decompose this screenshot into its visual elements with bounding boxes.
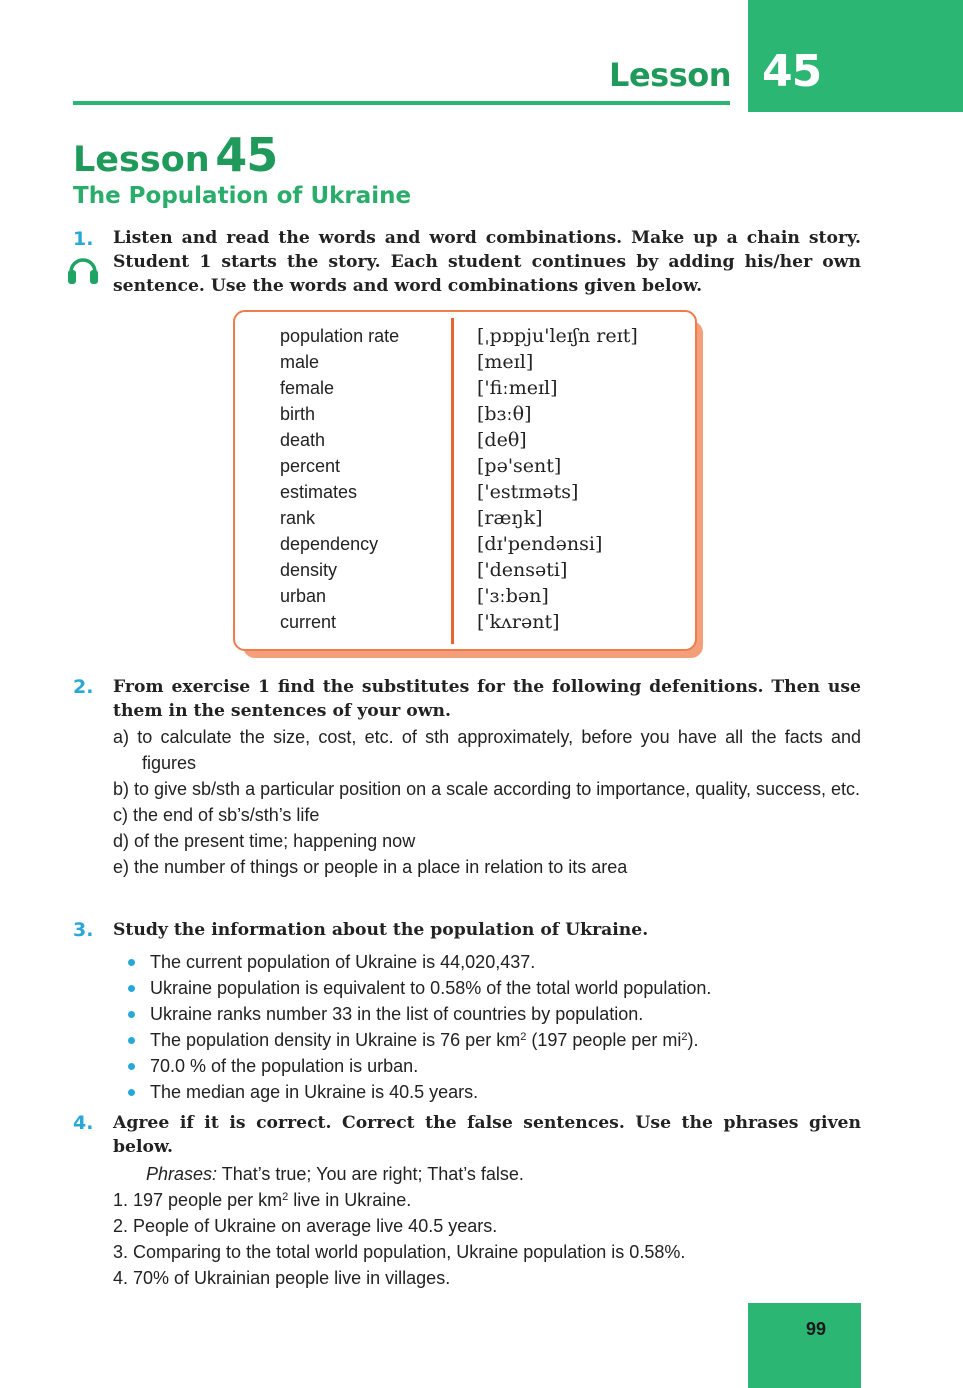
bullet-icon — [128, 1089, 135, 1096]
exercise-2-number: 2. — [73, 676, 94, 698]
superscript: 2 — [282, 1191, 289, 1203]
definition-item: a) to calculate the size, cost, etc. of sth approximately, before you have all the facts and figures — [113, 727, 861, 773]
vocab-word: birth — [280, 404, 316, 424]
vocab-word: current — [280, 612, 337, 632]
headphones-icon[interactable] — [67, 254, 99, 286]
vocab-transcription: ['estɪməts] — [477, 481, 579, 503]
superscript: 2 — [520, 1031, 527, 1043]
sentence-text: live in Ukraine. — [288, 1190, 412, 1210]
fact-text: The current population of Ukraine is 44,020,437. — [150, 952, 536, 972]
exercise-4-sentences — [113, 1187, 685, 1291]
exercise-1-number: 1. — [73, 228, 94, 250]
exercise-3-facts — [127, 949, 861, 1105]
vocab-word: dependency — [280, 534, 379, 554]
vocab-transcription: ['densəti] — [477, 559, 568, 581]
header-rule — [73, 101, 730, 105]
vocabulary-divider — [451, 318, 454, 644]
definition-item: c) the end of sb’s/sth’s life — [113, 805, 320, 825]
lesson-subtitle: The Population of Ukraine — [73, 183, 412, 209]
sentence-item — [113, 1187, 685, 1213]
vocab-word: estimates — [280, 482, 358, 502]
vocab-word: female — [280, 378, 335, 398]
header-lesson-number: 45 — [762, 46, 822, 97]
fact-text: Ukraine population is equivalent to 0.58% of the total world population. — [150, 978, 712, 998]
bullet-icon — [128, 959, 135, 966]
exercise-1-instruction: Listen and read the words and word combinations. Make up a chain story. Student 1 starts the story. Each student continues by adding his/her own sentence. Use the words and word combinations given below. — [113, 228, 861, 296]
exercise-3-instruction: Study the information about the population of Ukraine. — [113, 920, 649, 940]
vocab-transcription: ['kʌrənt] — [477, 611, 560, 633]
vocab-word: percent — [280, 456, 341, 476]
header-lesson-word: Lesson — [609, 56, 731, 94]
fact-text-part: (197 people per mi — [526, 1030, 682, 1050]
sentence-item: 3. Comparing to the total world population, Ukraine population is 0.58%. — [113, 1242, 686, 1262]
exercise-4-number: 4. — [73, 1112, 94, 1134]
definition-item: e) the number of things or people in a place in relation to its area — [113, 857, 628, 877]
fact-item — [127, 975, 861, 1001]
exercise-3-number: 3. — [73, 919, 94, 941]
fact-text: 70.0 % of the population is urban. — [150, 1056, 419, 1076]
lesson-title-number: 45 — [215, 128, 278, 182]
bullet-icon — [128, 1063, 135, 1070]
exercise-4-instruction: Agree if it is correct. Correct the false sentences. Use the phrases given below. — [113, 1113, 861, 1157]
vocab-transcription: [ˌpɒpju'leɪʃn reɪt] — [477, 325, 638, 347]
vocab-transcription: [meɪl] — [477, 351, 534, 373]
fact-item — [127, 1053, 861, 1079]
fact-item — [127, 1001, 861, 1027]
vocab-word: population rate — [280, 326, 400, 346]
bullet-icon — [128, 1011, 135, 1018]
exercise-2-definitions — [113, 724, 861, 880]
fact-text: Ukraine ranks number 33 in the list of countries by population. — [150, 1004, 644, 1024]
definition-item: b) to give sb/sth a particular position on a scale according to importance, quality, success, etc. — [113, 779, 861, 799]
fact-text-part: ). — [687, 1030, 699, 1050]
vocab-transcription: [pə'sent] — [477, 455, 562, 477]
fact-text: The median age in Ukraine is 40.5 years. — [150, 1082, 479, 1102]
vocabulary-transcriptions — [477, 323, 638, 635]
vocab-word: urban — [280, 586, 327, 606]
sentence-item: 2. People of Ukraine on average live 40.5 years. — [113, 1216, 498, 1236]
lesson-title-word: Lesson — [73, 140, 210, 180]
vocab-transcription: [ræŋk] — [477, 507, 543, 529]
bullet-icon — [128, 1037, 135, 1044]
vocab-word: rank — [280, 508, 316, 528]
header-lesson-number-box — [748, 0, 963, 112]
phrases-text: That’s true; You are right; That’s false. — [217, 1164, 524, 1184]
vocab-transcription: [dɪ'pendənsi] — [477, 533, 603, 555]
bullet-icon — [128, 985, 135, 992]
exercise-4-phrases — [146, 1161, 524, 1187]
vocab-transcription: ['fiːmeɪl] — [477, 377, 558, 399]
fact-text — [150, 1030, 699, 1050]
definition-item: d) of the present time; happening now — [113, 831, 416, 851]
vocab-word: male — [280, 352, 320, 372]
fact-item — [127, 1079, 861, 1105]
fact-item — [127, 1027, 861, 1053]
fact-item — [127, 949, 861, 975]
page-number-box — [748, 1303, 861, 1388]
lesson-title — [73, 128, 277, 182]
vocabulary-words — [280, 323, 399, 635]
vocab-word: density — [280, 560, 338, 580]
phrases-label: Phrases: — [146, 1164, 218, 1184]
superscript: 2 — [681, 1031, 688, 1043]
exercise-2-instruction: From exercise 1 find the substitutes for the following defenitions. Then use them in the sentences of your own. — [113, 677, 861, 721]
vocab-transcription: [deθ] — [477, 429, 527, 451]
page-number: 99 — [806, 1319, 827, 1339]
vocab-transcription: ['ɜːbən] — [477, 585, 549, 607]
sentence-text: 1. 197 people per km — [113, 1190, 283, 1210]
vocab-word: death — [280, 430, 326, 450]
sentence-item: 4. 70% of Ukrainian people live in villages. — [113, 1268, 451, 1288]
fact-text-part: The population density in Ukraine is 76 per km — [150, 1030, 521, 1050]
vocab-transcription: [bɜːθ] — [477, 403, 532, 425]
